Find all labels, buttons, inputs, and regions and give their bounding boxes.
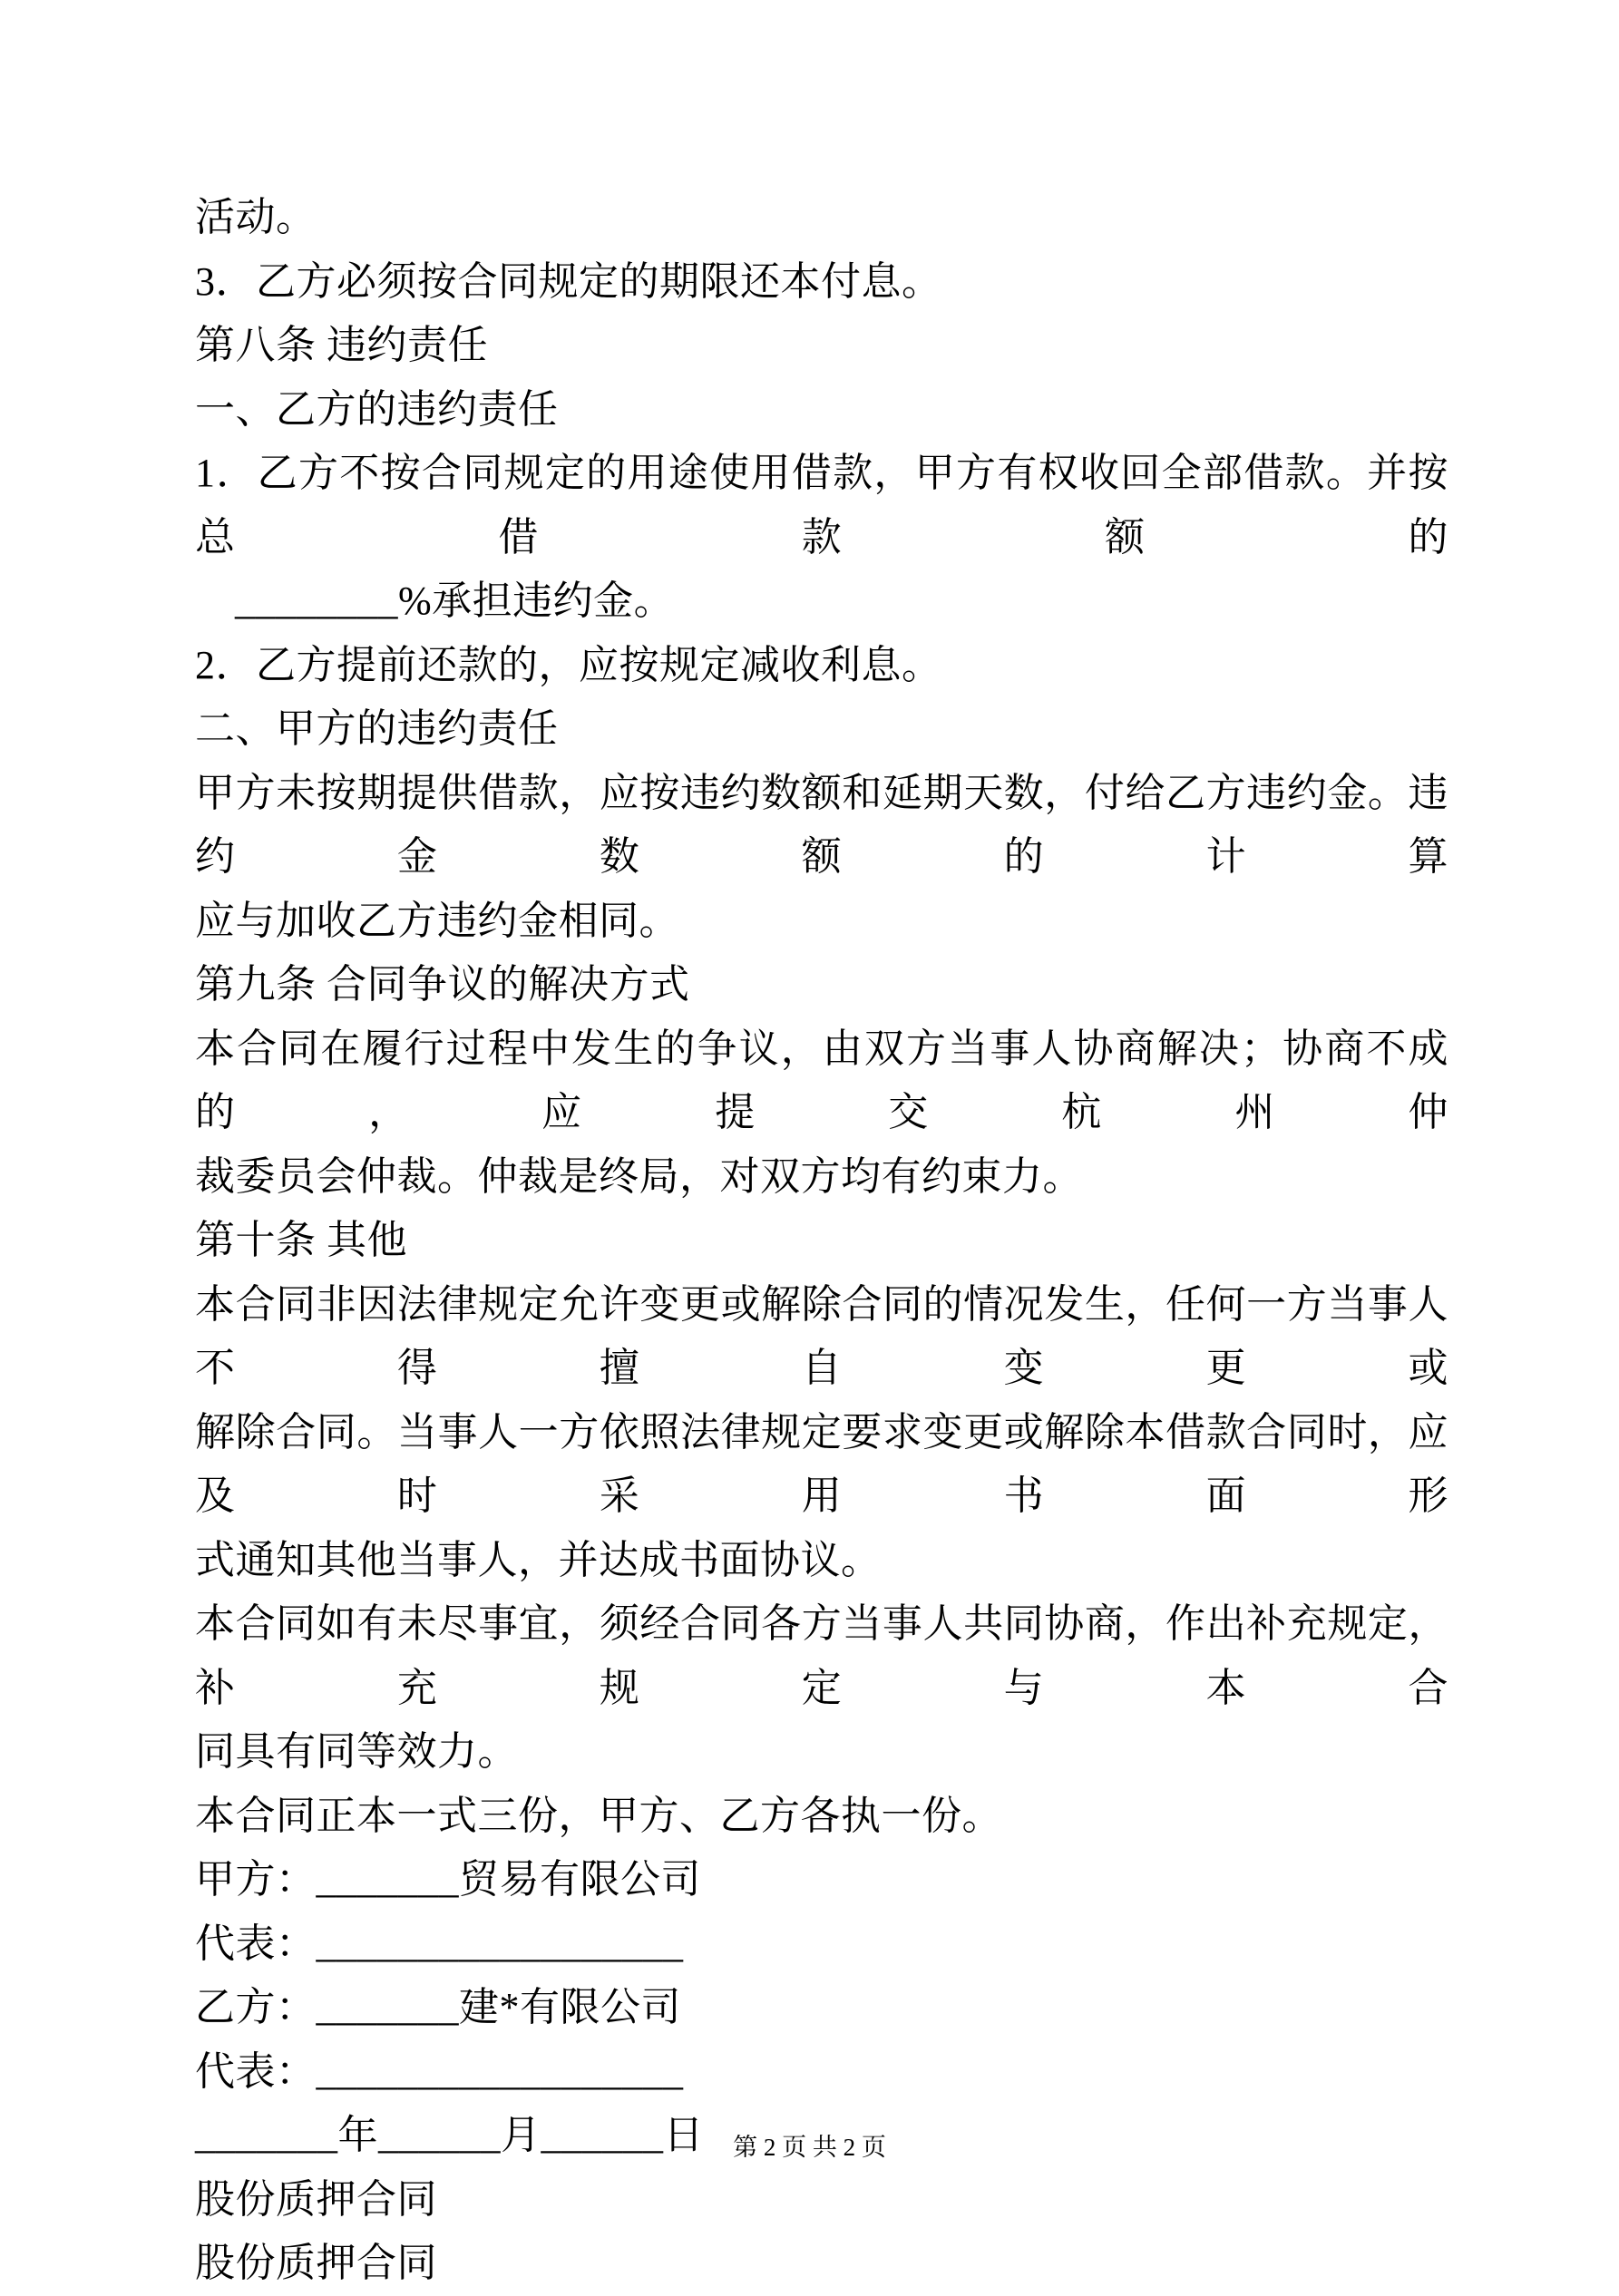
document-line: 裁委员会仲裁。仲裁是终局，对双方均有约束力。 [195, 1153, 1083, 1199]
document-line: 式通知其他当事人，并达成书面协议。 [195, 1537, 882, 1582]
document-line: 代表：__________________ [195, 2048, 684, 2094]
document-line: 3．乙方必须按合同规定的期限还本付息。 [195, 258, 942, 304]
page-footer: 第 2 页 共 2 页 [733, 2134, 886, 2161]
document-line: 解除合同。当事人一方依照法律规定要求变更或解除本借款合同时，应及时采用书面形 [195, 1409, 1448, 1518]
document-line: 二、甲方的违约责任 [195, 706, 559, 751]
document-line: 本合同非因法律规定允许变更或解除合同的情况发生，任何一方当事人不得擅自变更或 [195, 1281, 1448, 1390]
document-line: 第八条 违约责任 [195, 323, 488, 367]
document-line: 股份质押合同 [195, 2176, 437, 2222]
document-line: 应与加收乙方违约金相同。 [195, 898, 679, 943]
document-line: _______年______月______日 [195, 2113, 704, 2157]
document-line: 2．乙方提前还款的，应按规定减收利息。 [195, 642, 942, 687]
document-line: 甲方：_______贸易有限公司 [195, 1857, 701, 1902]
document-line: ________%承担违约金。 [235, 579, 675, 623]
document-line: 本合同在履行过程中发生的争议，由双方当事人协商解决；协商不成的，应提交杭州仲 [195, 1026, 1448, 1134]
document-line: 代表：__________________ [195, 1921, 684, 1966]
document-line: 股份质押合同 [195, 2241, 437, 2285]
document-line: 本合同正本一式三份，甲方、乙方各执一份。 [195, 1793, 1002, 1838]
document-line: 第九条 合同争议的解决方式 [195, 962, 690, 1007]
document-line: 本合同如有未尽事宜，须经合同各方当事人共同协商，作出补充规定，补充规定与本合 [195, 1601, 1448, 1710]
document-line: 甲方未按期提供借款，应按违约数额和延期天数，付给乙方违约金。违约金数额的计算 [195, 770, 1448, 879]
document-body [195, 186, 1448, 2296]
document-line: 第十条 其他 [195, 1218, 407, 1262]
document-line: 1．乙方不按合同规定的用途使用借款，甲方有权收回全部借款。并按总借款额的 [195, 451, 1448, 559]
document-line: 一、乙方的违约责任 [195, 386, 559, 432]
document-line: 同具有同等效力。 [195, 1729, 518, 1774]
document-line: 活动。 [195, 195, 317, 239]
document-line: 乙方：_______建*有限公司 [195, 1985, 681, 2029]
